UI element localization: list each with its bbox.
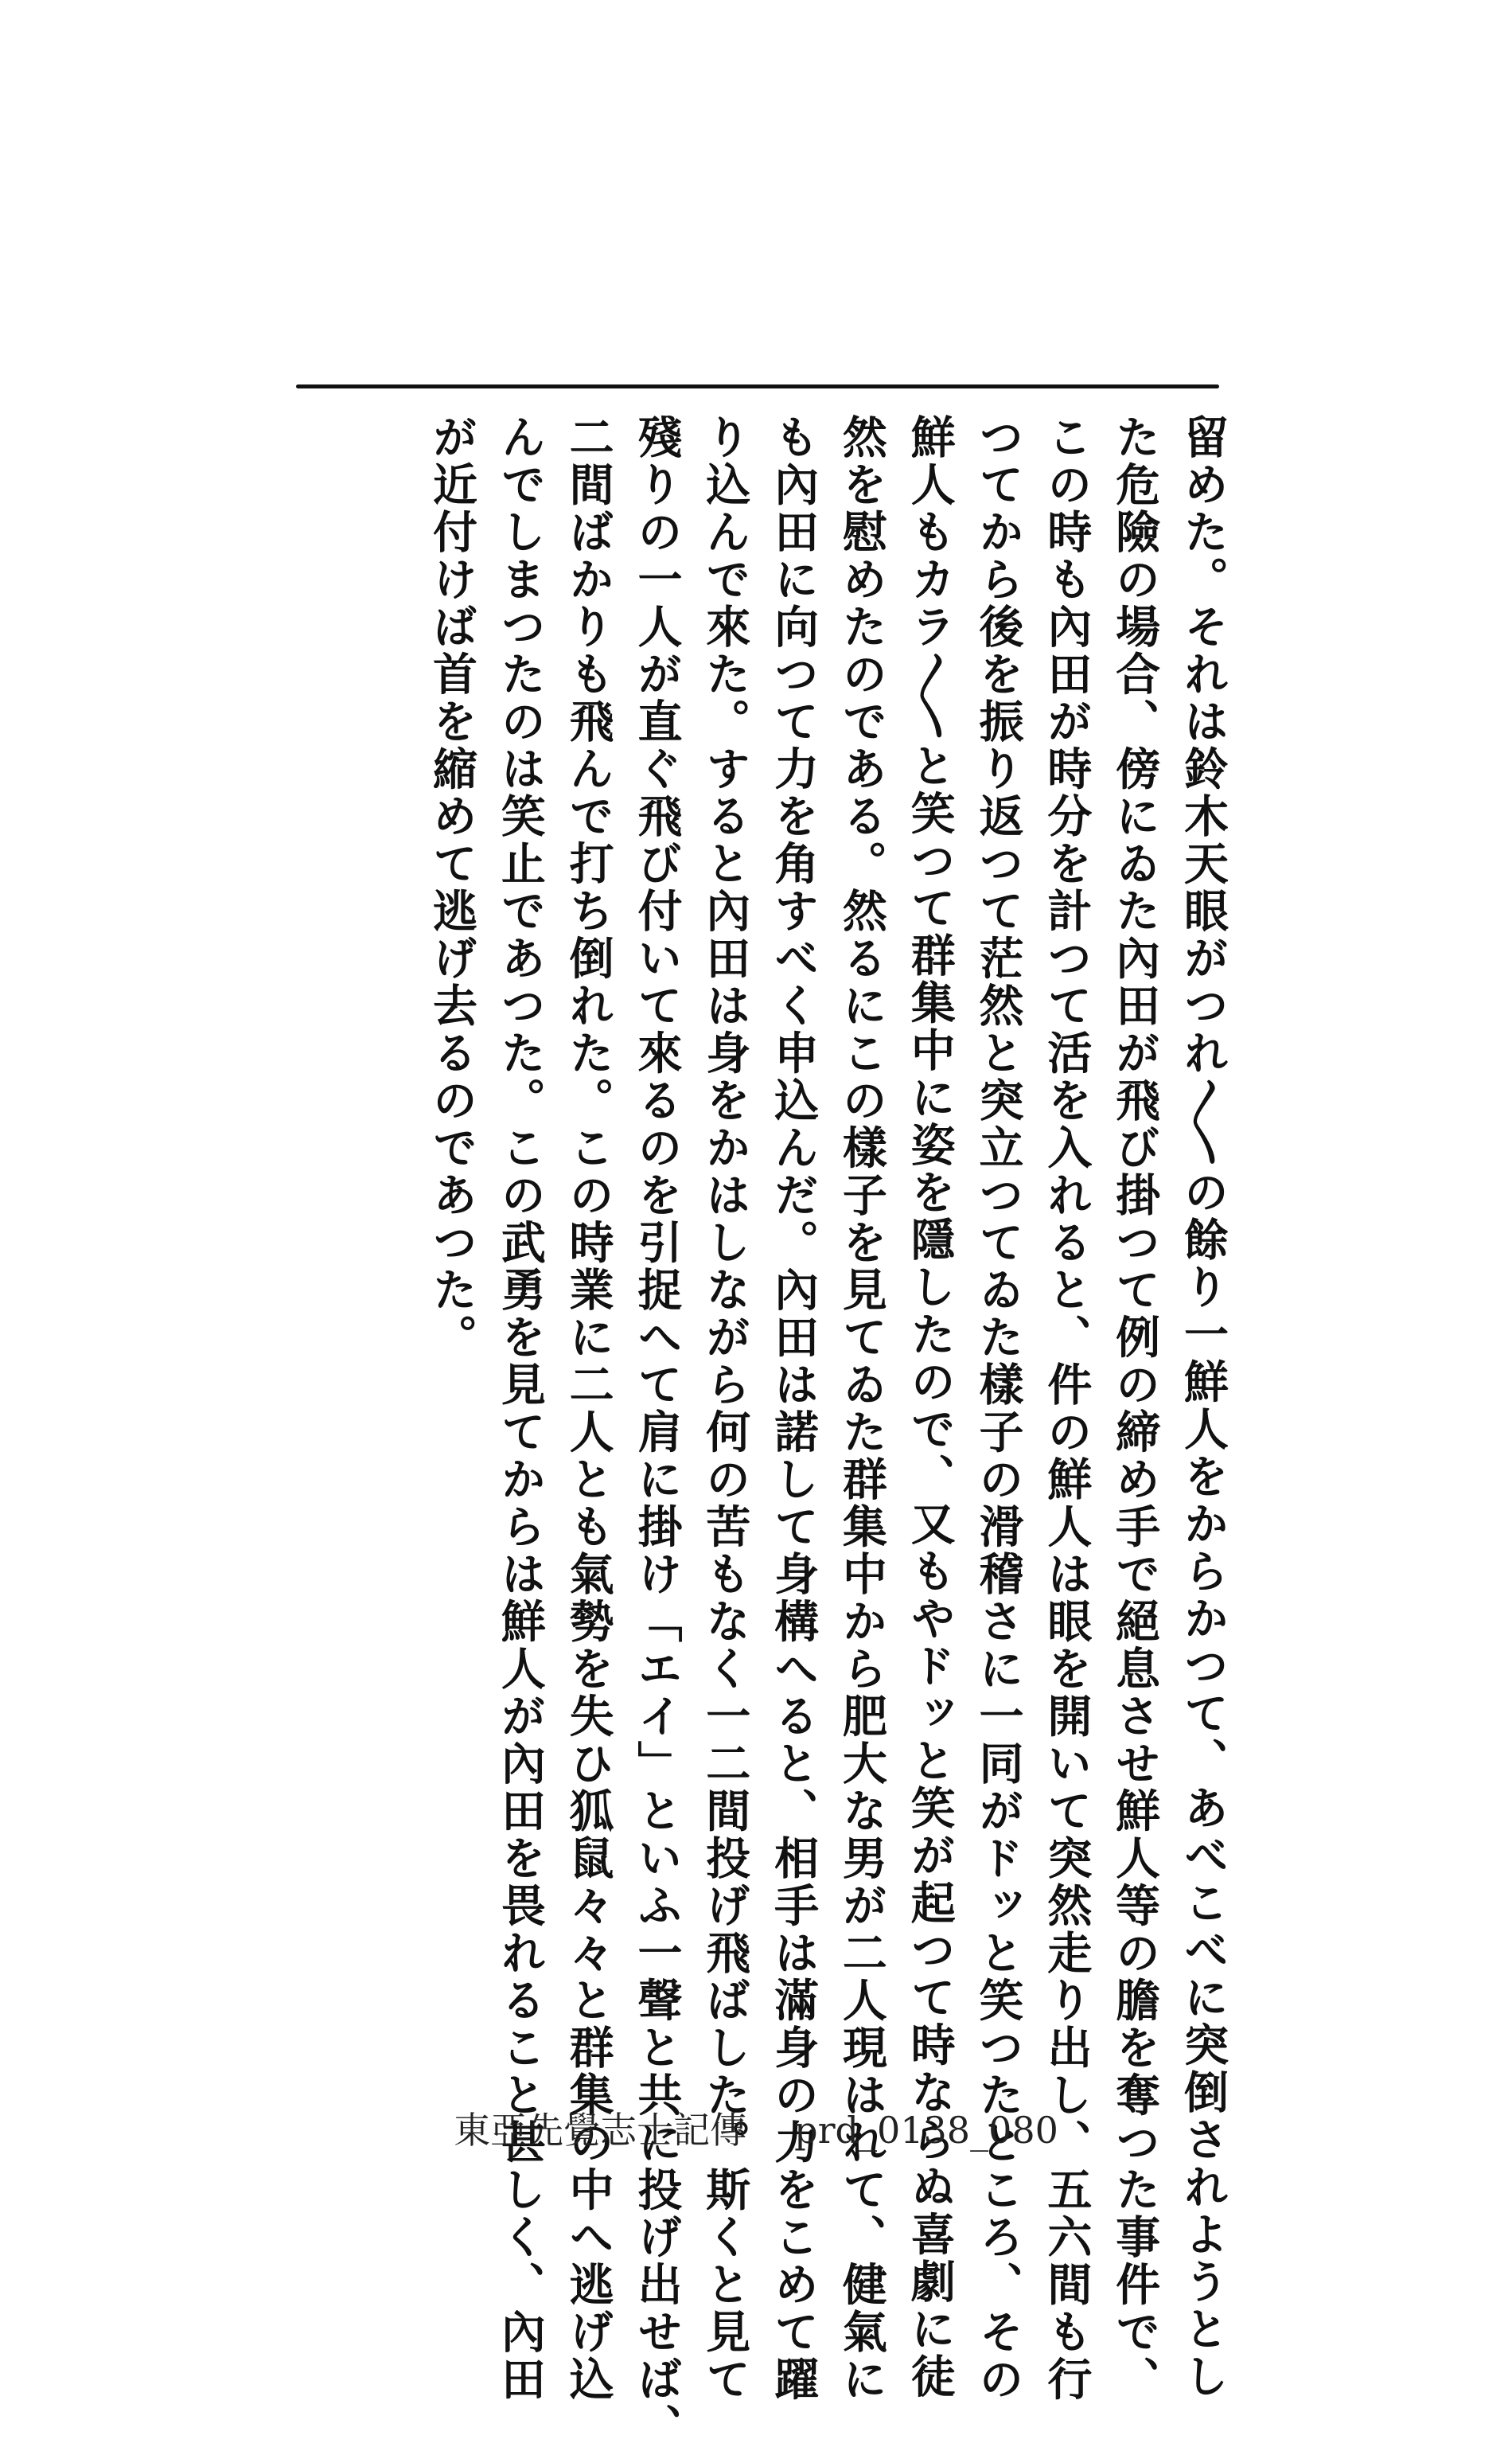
text-column-4: つてから後を振り返つて茫然と突立つてゐた樣子の滑稽さに一同がドッと笑つたところ、その xyxy=(972,414,1025,2403)
text-column-7: も內田に向つて力を角すべく申込んだ。內田は諾して身構へると、相手は滿身の力をこめて躍 xyxy=(767,414,820,2403)
text-column-8: り込んで來た。すると內田は身をかはしながら何の苦もなく一二間投げ飛ばした。斯くと見て xyxy=(699,414,752,2403)
text-column-5: 鮮人もカラ〳〵と笑つて群集中に姿を隱したので、又もやドッと笑が起つて時ならぬ喜劇に徒 xyxy=(903,414,957,2401)
text-column-11: んでしまつたのは笑止であつた。この武勇を見てからは鮮人が內田を畏れること甚しく、內田 xyxy=(493,414,547,2403)
text-column-1: 留めた。それは鈴木天眼がつれ〳〵の餘り一鮮人をからかつて、あべこべに突倒されようとし xyxy=(1176,414,1229,2401)
footer-page-id: prd_0138_080 xyxy=(794,2109,1058,2152)
text-column-12: が近付けば首を縮めて逃げ去るのであつた。 xyxy=(426,414,478,1361)
footer-book-title: 東亞先覺志士記傳 xyxy=(454,2109,747,2152)
text-column-2: た危險の場合、傍にゐた內田が飛び掛つて例の締め手で絕息させ鮮人等の膽を奪つた事件で、 xyxy=(1109,414,1162,2403)
text-column-10: 二間ばかりも飛んで打ち倒れた。この時業に二人とも氣勢を失ひ狐鼠々々と群集の中へ逃げ込 xyxy=(562,414,615,2403)
text-column-9: 殘りの一人が直ぐ飛び付いて來るのを引捉へて肩に掛け「エイ」といふ一聲と共に投げ出せば、 xyxy=(630,414,684,2451)
page-footer xyxy=(0,2102,1512,2154)
text-column-6: 然を慰めたのである。然るにこの樣子を見てゐた群集中から肥大な男が二人現はれて、健氣に xyxy=(835,414,888,2403)
text-column-3: この時も內田が時分を計つて活を入れると、件の鮮人は眼を開いて突然走り出し、五六間も行 xyxy=(1040,414,1093,2403)
top-rule xyxy=(296,384,1219,388)
